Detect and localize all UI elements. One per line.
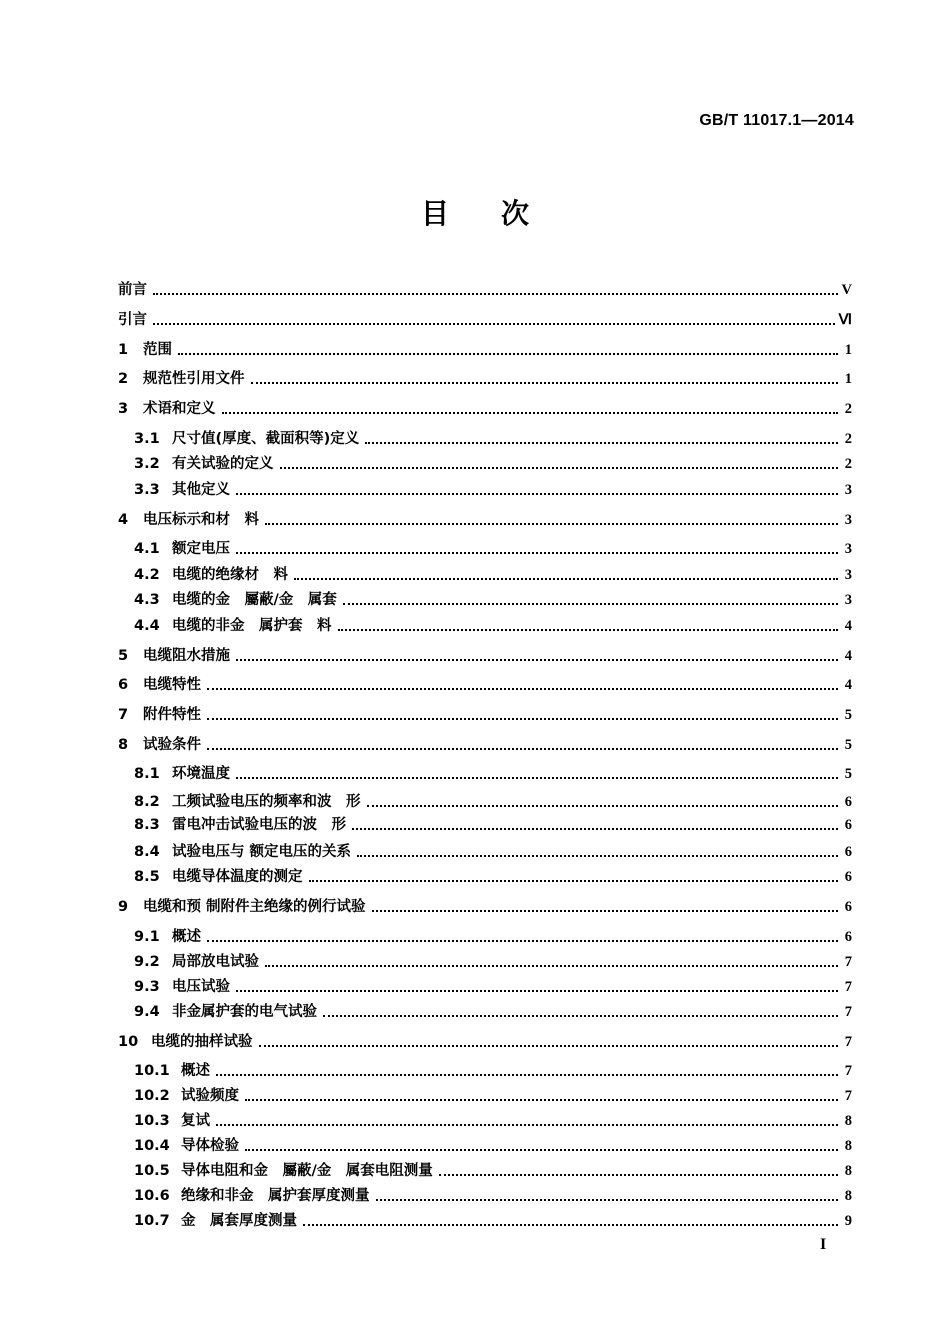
toc-entry[interactable]	[134, 564, 852, 586]
toc-entry-number: 3	[118, 401, 129, 417]
toc-entry-number: 4.3	[134, 592, 160, 608]
toc-dot-leader	[245, 1147, 838, 1151]
toc-entry-title: 概述	[172, 929, 201, 945]
toc-entry[interactable]	[134, 763, 852, 785]
toc-entry-title: 尺寸值(厚度、截面积等)定义	[172, 431, 360, 447]
toc-entry-page: 6	[844, 817, 852, 833]
toc-entry-number: 8.3	[134, 817, 160, 833]
toc-entry-page: 5	[844, 707, 852, 723]
toc-entry[interactable]	[134, 926, 852, 948]
toc-entry-number: 3.2	[134, 456, 160, 472]
toc-entry-number: 2	[118, 371, 129, 387]
toc-dot-leader	[236, 657, 838, 661]
toc-entry-page: 7	[844, 1034, 852, 1050]
toc-heading-char-2: 次	[501, 197, 530, 230]
toc-entry-number: 1	[118, 342, 129, 358]
toc-entry-title: 试验频度	[181, 1088, 239, 1104]
toc-dot-leader	[222, 410, 839, 414]
toc-dot-leader	[372, 908, 838, 912]
toc-entry-title: 电缆和预 制附件主绝缘的例行试验	[143, 899, 366, 915]
toc-entry-number: 9.3	[134, 979, 160, 995]
toc-entry[interactable]	[118, 896, 852, 918]
toc-entry[interactable]	[134, 1001, 852, 1023]
toc-dot-leader	[439, 1172, 838, 1176]
toc-dot-leader	[251, 380, 839, 384]
toc-entry-number: 4.1	[134, 541, 160, 557]
toc-entry-page: 3	[844, 512, 852, 528]
toc-entry-page: 9	[844, 1213, 852, 1229]
toc-entry-title: 有关试验的定义	[172, 456, 274, 472]
toc-entry-page: 8	[844, 1188, 852, 1204]
toc-entry-title: 术语和定义	[143, 401, 216, 417]
toc-entry-number: 9.2	[134, 954, 160, 970]
toc-dot-leader	[153, 291, 838, 295]
toc-entry[interactable]	[134, 1060, 852, 1082]
toc-entry-page: 4	[844, 677, 852, 693]
toc-entry-page: 3	[844, 541, 852, 557]
toc-heading	[0, 192, 950, 232]
toc-entry-page: 6	[844, 899, 852, 915]
toc-entry[interactable]	[134, 453, 852, 475]
toc-entry-number: 9.1	[134, 929, 160, 945]
toc-entry-page: 1	[844, 371, 852, 387]
toc-entry-title: 绝缘和非金 属护套厚度测量	[181, 1188, 370, 1204]
toc-entry-number: 10.3	[134, 1113, 170, 1129]
toc-entry-number: 8	[118, 737, 129, 753]
toc-entry[interactable]	[134, 538, 852, 560]
toc-dot-leader	[236, 988, 838, 992]
toc-entry[interactable]	[134, 866, 852, 888]
toc-dot-leader	[216, 1122, 838, 1126]
toc-entry-page: 6	[844, 794, 852, 810]
toc-entry-number: 8.1	[134, 766, 160, 782]
toc-entry-title: 非金属护套的电气试验	[172, 1004, 317, 1020]
toc-entry-page: V	[841, 282, 852, 298]
toc-entry[interactable]	[118, 509, 852, 531]
toc-entry-title: 导体检验	[181, 1138, 239, 1154]
toc-entry[interactable]	[118, 398, 852, 420]
toc-dot-leader	[343, 601, 838, 605]
toc-entry-page: 7	[844, 954, 852, 970]
toc-entry[interactable]	[134, 841, 852, 863]
toc-entry-title: 环境温度	[172, 766, 230, 782]
toc-entry-title: 电缆阻水措施	[143, 648, 230, 664]
toc-dot-leader	[352, 826, 838, 830]
toc-dot-leader	[294, 576, 838, 580]
toc-dot-leader	[236, 491, 838, 495]
toc-entry[interactable]	[118, 704, 852, 726]
toc-entry[interactable]	[118, 645, 852, 667]
toc-entry-page: 7	[844, 1088, 852, 1104]
toc-entry[interactable]	[134, 1085, 852, 1107]
toc-entry-page: 4	[844, 618, 852, 634]
toc-entry[interactable]	[134, 951, 852, 973]
toc-entry-title: 电缆的金 屬蔽/金 属套	[172, 592, 337, 608]
toc-entry-page: Ⅵ	[838, 312, 852, 328]
toc-dot-leader	[207, 746, 838, 750]
toc-entry-number: 4.4	[134, 618, 160, 634]
toc-entry-page: 7	[844, 1063, 852, 1079]
toc-dot-leader	[323, 1013, 838, 1017]
toc-dot-leader	[178, 351, 838, 355]
toc-entry-page: 8	[844, 1113, 852, 1129]
toc-dot-leader	[265, 963, 838, 967]
toc-entry-number: 10	[118, 1034, 139, 1050]
toc-entry[interactable]	[118, 339, 852, 361]
standard-number: GB/T 11017.1—2014	[699, 112, 854, 129]
toc-entry-title: 电缆特性	[143, 677, 201, 693]
toc-entry-number: 10.5	[134, 1163, 170, 1179]
toc-entry-page: 2	[844, 456, 852, 472]
toc-entry-title: 电缆的绝缘材 料	[172, 567, 288, 583]
toc-entry-title: 电压标示和材 料	[143, 512, 259, 528]
toc-entry-title: 工频试验电压的频率和波 形	[172, 794, 361, 810]
toc-entry-number: 4.2	[134, 567, 160, 583]
toc-entry-title: 前言	[118, 282, 147, 298]
toc-entry-page: 5	[844, 737, 852, 753]
toc-entry[interactable]	[118, 279, 852, 301]
toc-entry-page: 4	[844, 648, 852, 664]
toc-heading-char-1: 目	[420, 197, 449, 230]
toc-entry-number: 8.2	[134, 794, 160, 810]
toc-entry-page: 3	[844, 567, 852, 583]
toc-entry[interactable]	[134, 428, 852, 450]
toc-entry-number: 4	[118, 512, 129, 528]
toc-entry-title: 规范性引用文件	[143, 371, 245, 387]
toc-entry-title: 复试	[181, 1113, 210, 1129]
toc-entry-number: 3.3	[134, 482, 160, 498]
toc-entry[interactable]	[118, 674, 852, 696]
toc-entry-page: 3	[844, 592, 852, 608]
toc-entry-title: 引言	[118, 312, 147, 328]
toc-entry-number: 5	[118, 648, 129, 664]
toc-entry-title: 试验条件	[143, 737, 201, 753]
toc-entry[interactable]	[134, 589, 852, 611]
toc-entry-number: 9.4	[134, 1004, 160, 1020]
toc-entry-page: 1	[844, 342, 852, 358]
toc-entry-number: 8.4	[134, 844, 160, 860]
toc-dot-leader	[207, 938, 838, 942]
toc-entry-page: 8	[844, 1138, 852, 1154]
toc-dot-leader	[265, 521, 838, 525]
toc-entry-title: 电压试验	[172, 979, 230, 995]
toc-entry-title: 电缆的非金 属护套 料	[172, 618, 332, 634]
toc-entry-page: 3	[844, 482, 852, 498]
toc-dot-leader	[376, 1197, 839, 1201]
toc-dot-leader	[357, 853, 838, 857]
toc-dot-leader	[259, 1043, 839, 1047]
toc-entry-title: 附件特性	[143, 707, 201, 723]
toc-entry[interactable]	[134, 1110, 852, 1132]
toc-entry[interactable]	[134, 479, 852, 501]
toc-entry[interactable]	[118, 368, 852, 390]
toc-entry-title: 其他定义	[172, 482, 230, 498]
toc-entry-page: 7	[844, 1004, 852, 1020]
toc-entry[interactable]	[134, 1160, 852, 1182]
toc-dot-leader	[338, 627, 839, 631]
toc-dot-leader	[367, 803, 839, 807]
toc-entry[interactable]	[134, 791, 852, 813]
toc-dot-leader	[365, 440, 838, 444]
toc-dot-leader	[236, 775, 838, 779]
toc-entry-page: 6	[844, 869, 852, 885]
toc-entry-title: 导体电阻和金 屬蔽/金 属套电阻测量	[181, 1163, 433, 1179]
toc-entry-number: 3.1	[134, 431, 160, 447]
toc-entry[interactable]	[118, 309, 852, 331]
toc-entry-page: 7	[844, 979, 852, 995]
toc-entry-number: 10.6	[134, 1188, 170, 1204]
toc-entry-page: 6	[844, 844, 852, 860]
page-folio: I	[820, 1236, 827, 1253]
toc-dot-leader	[207, 716, 838, 720]
toc-entry[interactable]	[118, 1031, 852, 1053]
toc-entry-page: 5	[844, 766, 852, 782]
toc-entry-title: 范围	[143, 342, 172, 358]
toc-entry-number: 6	[118, 677, 129, 693]
toc-entry[interactable]	[134, 976, 852, 998]
toc-entry-number: 9	[118, 899, 129, 915]
toc-dot-leader	[153, 321, 835, 325]
toc-entry-title: 试验电压与 额定电压的关系	[172, 844, 352, 860]
toc-entry-title: 局部放电试验	[172, 954, 259, 970]
toc-entry-number: 10.1	[134, 1063, 170, 1079]
toc-dot-leader	[309, 878, 839, 882]
toc-entry[interactable]	[134, 814, 852, 836]
toc-entry-title: 电缆导体温度的测定	[172, 869, 303, 885]
toc-entry-page: 2	[844, 401, 852, 417]
toc-entry-page: 8	[844, 1163, 852, 1179]
toc-entry-title: 概述	[181, 1063, 210, 1079]
toc-entry-number: 7	[118, 707, 129, 723]
toc-entry-title: 雷电冲击试验电压的波 形	[172, 817, 346, 833]
toc-entry-number: 10.7	[134, 1213, 170, 1229]
toc-entry[interactable]	[134, 1185, 852, 1207]
toc-dot-leader	[245, 1097, 838, 1101]
toc-entry-number: 8.5	[134, 869, 160, 885]
toc-entry-number: 10.4	[134, 1138, 170, 1154]
toc-dot-leader	[216, 1072, 838, 1076]
toc-entry[interactable]	[134, 1210, 852, 1232]
toc-entry-page: 2	[844, 431, 852, 447]
toc-entry-title: 电缆的抽样试验	[151, 1034, 253, 1050]
toc-entry-title: 金 属套厚度测量	[181, 1213, 297, 1229]
toc-entry[interactable]	[134, 615, 852, 637]
toc-entry[interactable]	[118, 734, 852, 756]
toc-entry[interactable]	[134, 1135, 852, 1157]
toc-dot-leader	[236, 550, 838, 554]
toc-entry-page: 6	[844, 929, 852, 945]
toc-entry-title: 额定电压	[172, 541, 230, 557]
toc-entry-number: 10.2	[134, 1088, 170, 1104]
toc-dot-leader	[303, 1222, 838, 1226]
toc-dot-leader	[207, 686, 838, 690]
toc-dot-leader	[280, 465, 839, 469]
